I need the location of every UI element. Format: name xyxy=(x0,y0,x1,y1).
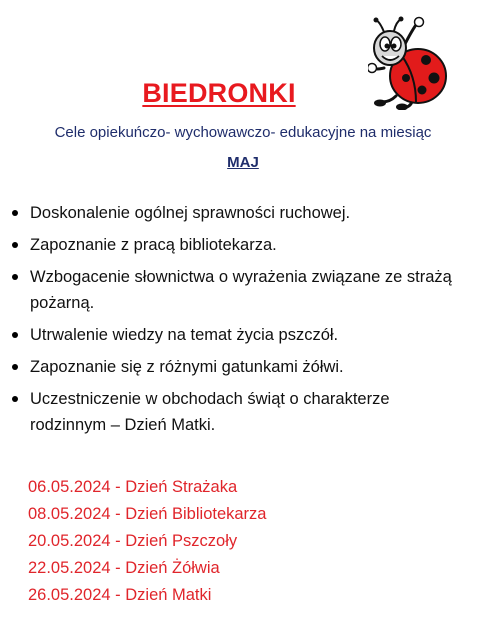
month-label: MAJ xyxy=(227,154,259,171)
dates-list xyxy=(28,474,266,609)
page-subtitle: Cele opiekuńczo- wychowawczo- edukacyjne na miesiąc xyxy=(54,124,432,141)
goal-item: Uczestniczenie w obchodach świąt o charakterze rodzinnym – Dzień Matki. xyxy=(10,386,470,438)
date-item: 06.05.2024 - Dzień Strażaka xyxy=(28,478,238,496)
date-item: 20.05.2024 - Dzień Pszczoły xyxy=(28,532,238,550)
date-item: 22.05.2024 - Dzień Żółwia xyxy=(28,559,220,577)
date-item: 26.05.2024 - Dzień Matki xyxy=(28,586,212,604)
goal-item: Zapoznanie się z różnymi gatunkami żółwi. xyxy=(10,354,470,380)
date-item: 08.05.2024 - Dzień Bibliotekarza xyxy=(28,505,267,523)
goal-item: Wzbogacenie słownictwa o wyrażenia związane ze strażą pożarną. xyxy=(10,264,470,316)
goal-item: Doskonalenie ogólnej sprawności ruchowej. xyxy=(10,200,470,226)
page-title: BIEDRONKI xyxy=(142,78,296,108)
goals-list xyxy=(10,200,470,444)
goal-item: Zapoznanie z pracą bibliotekarza. xyxy=(10,232,470,258)
goal-item: Utrwalenie wiedzy na temat życia pszczół. xyxy=(10,322,470,348)
